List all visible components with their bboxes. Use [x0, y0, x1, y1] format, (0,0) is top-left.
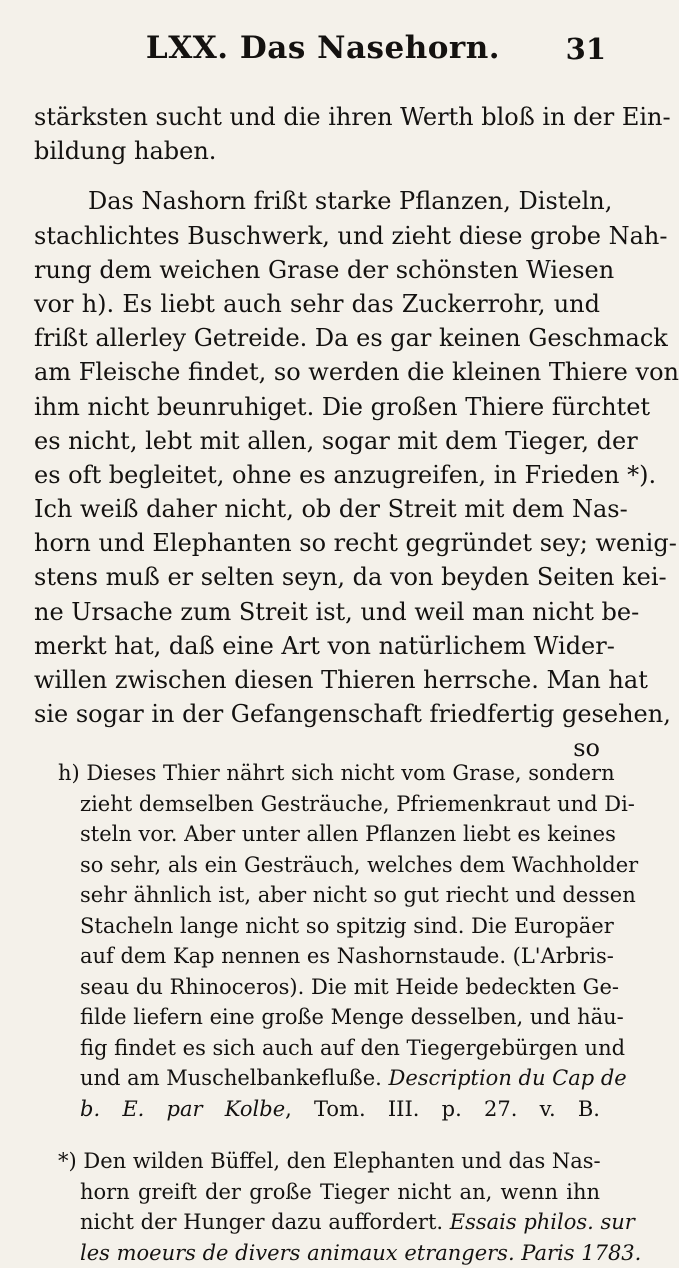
citation-title: Essais philos. sur: [450, 1210, 635, 1234]
text-line: stens muß er selten seyn, da von beyden Seiten kei-: [34, 560, 600, 594]
text-line: Das Nashorn frißt starke Pflanzen, Disteln,: [34, 184, 600, 218]
text-line: bildung haben.: [34, 134, 600, 168]
page-header: [40, 30, 606, 78]
footnote-line: zieht demselben Gesträuche, Pfriemenkraut und Di-: [58, 789, 600, 820]
page-number: 31: [566, 32, 606, 66]
main-text: [34, 100, 600, 766]
citation-volume: , Tom. III. p. 27.: [285, 1097, 517, 1121]
footnote-line: fig findet es sich auch auf den Tiegergebürgen und: [58, 1033, 600, 1064]
footnote-line: [58, 1063, 600, 1094]
text-line: stärksten sucht und die ihren Werth bloß in der Ein-: [34, 100, 600, 134]
footnote-line: h) Dieses Thier nährt sich nicht vom Grase, sondern: [58, 758, 600, 789]
catchword: so: [34, 731, 600, 765]
text-line: frißt allerley Getreide. Da es gar keinen Geschmack: [34, 321, 600, 355]
text-line: merkt hat, daß eine Art von natürlichem Wider-: [34, 629, 600, 663]
footnote-line: filde liefern eine große Menge desselben, und häu-: [58, 1002, 600, 1033]
footnote-line: [58, 1207, 600, 1238]
text-line: es oft begleitet, ohne es anzugreifen, in Frieden *).: [34, 458, 600, 492]
text-line: willen zwischen diesen Thieren herrsche. Man hat: [34, 663, 600, 697]
footnote-line: [58, 1238, 600, 1268]
footnote-h: [58, 758, 600, 1124]
footnote-line: so sehr, als ein Gesträuch, welches dem Wachholder: [58, 850, 600, 881]
citation-title: Description du Cap de: [389, 1066, 627, 1090]
footnote-line: horn greift der große Tieger nicht an, wenn ihn: [58, 1177, 600, 1208]
footnote-star: [58, 1146, 600, 1268]
text-line: ihm nicht beunruhiget. Die großen Thiere fürchtet: [34, 390, 600, 424]
text-line: sie sogar in der Gefangenschaft friedfertig gesehen,: [34, 697, 600, 731]
text-line: Ich weiß daher nicht, ob der Streit mit dem Nas-: [34, 492, 600, 526]
text-line: rung dem weichen Grase der schönsten Wiesen: [34, 253, 600, 287]
footnote-line: auf dem Kap nennen es Nashornstaude. (L'Arbris-: [58, 941, 600, 972]
footnote-signature: v. B.: [540, 1097, 600, 1121]
text-line: es nicht, lebt mit allen, sogar mit dem Tieger, der: [34, 424, 600, 458]
text-line: vor h). Es liebt auch sehr das Zuckerrohr, und: [34, 287, 600, 321]
footnote-text: und am Muschelbankefluße.: [80, 1066, 382, 1090]
footnotes: [58, 758, 600, 1268]
text-line: ne Ursache zum Streit ist, und weil man nicht be-: [34, 595, 600, 629]
text-line: horn und Elephanten so recht gegründet sey; wenig-: [34, 526, 600, 560]
footnote-line: steln vor. Aber unter allen Pflanzen liebt es keines: [58, 819, 600, 850]
text-line: stachlichtes Buschwerk, und zieht diese grobe Nah-: [34, 219, 600, 253]
footnote-line: sehr ähnlich ist, aber nicht so gut riecht und dessen: [58, 880, 600, 911]
running-head: LXX. Das Nasehorn.: [40, 30, 606, 66]
footnote-line: seau du Rhinoceros). Die mit Heide bedeckten Ge-: [58, 972, 600, 1003]
text-line: am Fleische findet, so werden die kleinen Thiere von: [34, 355, 600, 389]
citation-title: les moeurs de divers animaux etrangers. Paris 1783.: [80, 1241, 641, 1265]
footnote-line: [58, 1094, 600, 1125]
footnote-line: Stacheln lange nicht so spitzig sind. Die Europäer: [58, 911, 600, 942]
footnote-line: *) Den wilden Büffel, den Elephanten und das Nas-: [58, 1146, 600, 1177]
citation-author: b. E. par Kolbe: [80, 1097, 285, 1121]
footnote-text: nicht der Hunger dazu auffordert.: [80, 1210, 443, 1234]
